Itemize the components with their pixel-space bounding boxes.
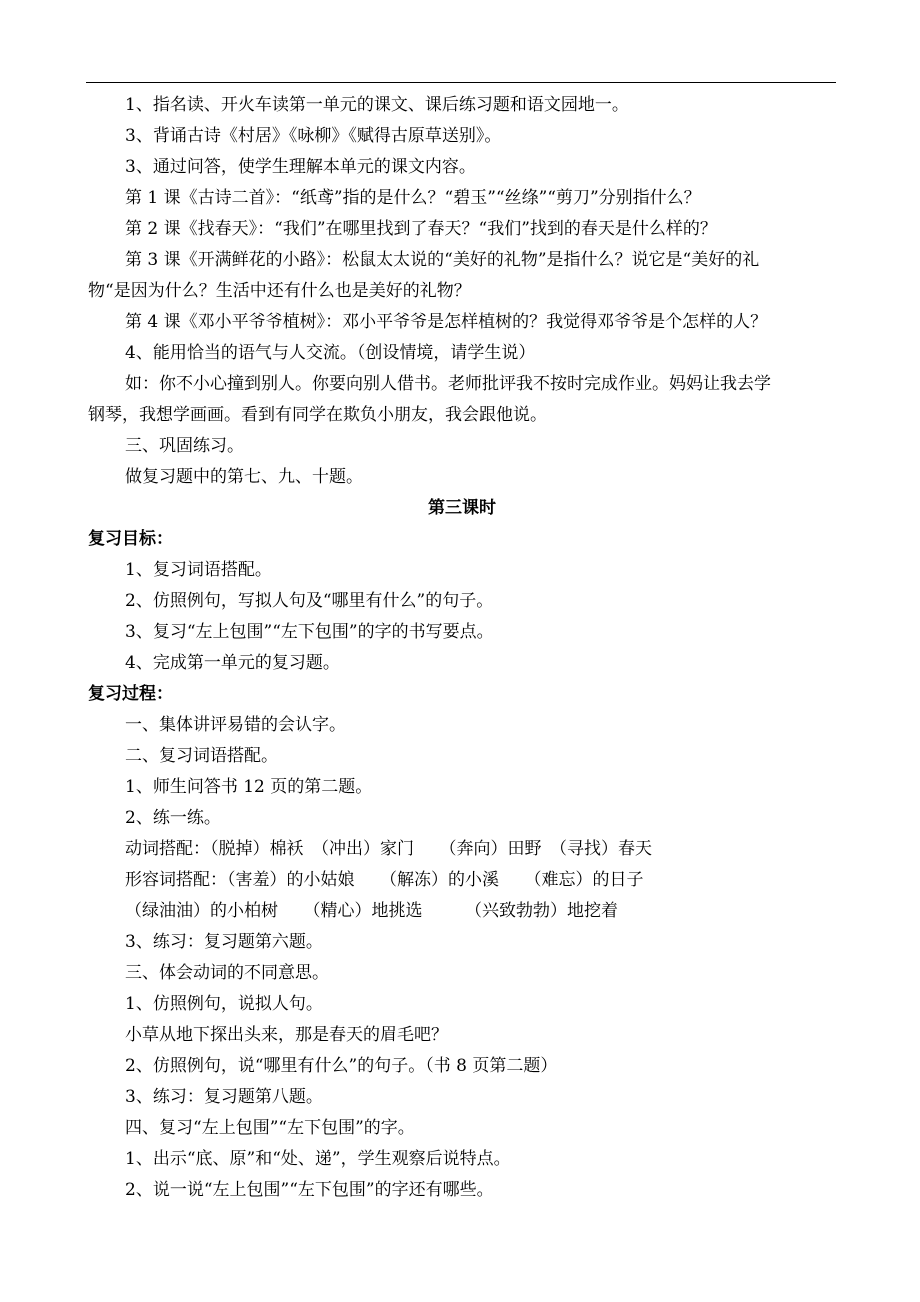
- process-item: 3、练习：复习题第八题。: [125, 1087, 323, 1107]
- process-item: 四、复习“左上包围”“左下包围”的字。: [125, 1118, 415, 1138]
- text-line: 第 3 课《开满鲜花的小路》：松鼠太太说的“美好的礼物”是指什么？说它是“美好的礼: [125, 250, 760, 270]
- process-item: 1、出示“底、原”和“处、递”，学生观察后说特点。: [125, 1149, 511, 1169]
- process-item: 3、练习：复习题第六题。: [125, 932, 323, 952]
- process-item: 一、集体讲评易错的会认字。: [125, 715, 346, 735]
- process-item: （绿油油）的小柏树 （精心）地挑选 （兴致勃勃）地挖着: [125, 901, 618, 921]
- process-item: 形容词搭配：（害羞）的小姑娘 （解冻）的小溪 （难忘）的日子: [125, 870, 644, 890]
- goal-item: 4、完成第一单元的复习题。: [125, 653, 340, 673]
- text-line: 做复习题中的第七、九、十题。: [125, 467, 363, 487]
- header-rule: [86, 82, 836, 83]
- process-item: 三、体会动词的不同意思。: [125, 963, 329, 983]
- process-item: 小草从地下探出头来，那是春天的眉毛吧？: [125, 1025, 448, 1045]
- goal-item: 1、复习词语搭配。: [125, 560, 272, 580]
- goal-item: 3、复习“左上包围”“左下包围”的字的书写要点。: [125, 622, 494, 642]
- goals-heading: 复习目标：: [88, 529, 173, 549]
- section-title: 第三课时: [428, 498, 496, 518]
- process-item: 1、师生问答书 12 页的第二题。: [125, 777, 373, 797]
- text-line: 1、指名读、开火车读第一单元的课文、课后练习题和语文园地一。: [125, 95, 629, 115]
- process-item: 2、说一说“左上包围”“左下包围”的字还有哪些。: [125, 1180, 494, 1200]
- text-line: 物“是因为什么？生活中还有什么也是美好的礼物？: [88, 281, 471, 301]
- text-line: 4、能用恰当的语气与人交流。（创设情境，请学生说）: [125, 343, 536, 363]
- text-line: 第 1 课《古诗二首》：“纸鸢”指的是什么？“碧玉”“丝绦”“剪刀”分别指什么？: [125, 188, 701, 208]
- process-item: 二、复习词语搭配。: [125, 746, 278, 766]
- process-item: 2、仿照例句，说“哪里有什么”的句子。（书 8 页第二题）: [125, 1056, 558, 1076]
- process-heading: 复习过程：: [88, 684, 173, 704]
- text-line: 三、巩固练习。: [125, 436, 244, 456]
- document-body: [88, 90, 836, 1206]
- text-line: 第 2 课《找春天》：“我们”在哪里找到了春天？“我们”找到的春天是什么样的？: [125, 219, 717, 239]
- text-line: 3、通过问答，使学生理解本单元的课文内容。: [125, 157, 476, 177]
- text-line: 第 4 课《邓小平爷爷植树》：邓小平爷爷是怎样植树的？我觉得邓爷爷是个怎样的人？: [125, 312, 768, 332]
- text-line: 如：你不小心撞到别人。你要向别人借书。老师批评我不按时完成作业。妈妈让我去学: [125, 374, 771, 394]
- text-line: 钢琴，我想学画画。看到有同学在欺负小朋友，我会跟他说。: [88, 405, 547, 425]
- process-item: 1、仿照例句，说拟人句。: [125, 994, 323, 1014]
- goal-item: 2、仿照例句，写拟人句及“哪里有什么”的句子。: [125, 591, 494, 611]
- process-item: 动词搭配：（脱掉）棉袄 （冲出）家门 （奔向）田野 （寻找）春天: [125, 839, 652, 859]
- text-line: 3、背诵古诗《村居》《咏柳》《赋得古原草送别》。: [125, 126, 502, 146]
- process-item: 2、练一练。: [125, 808, 221, 828]
